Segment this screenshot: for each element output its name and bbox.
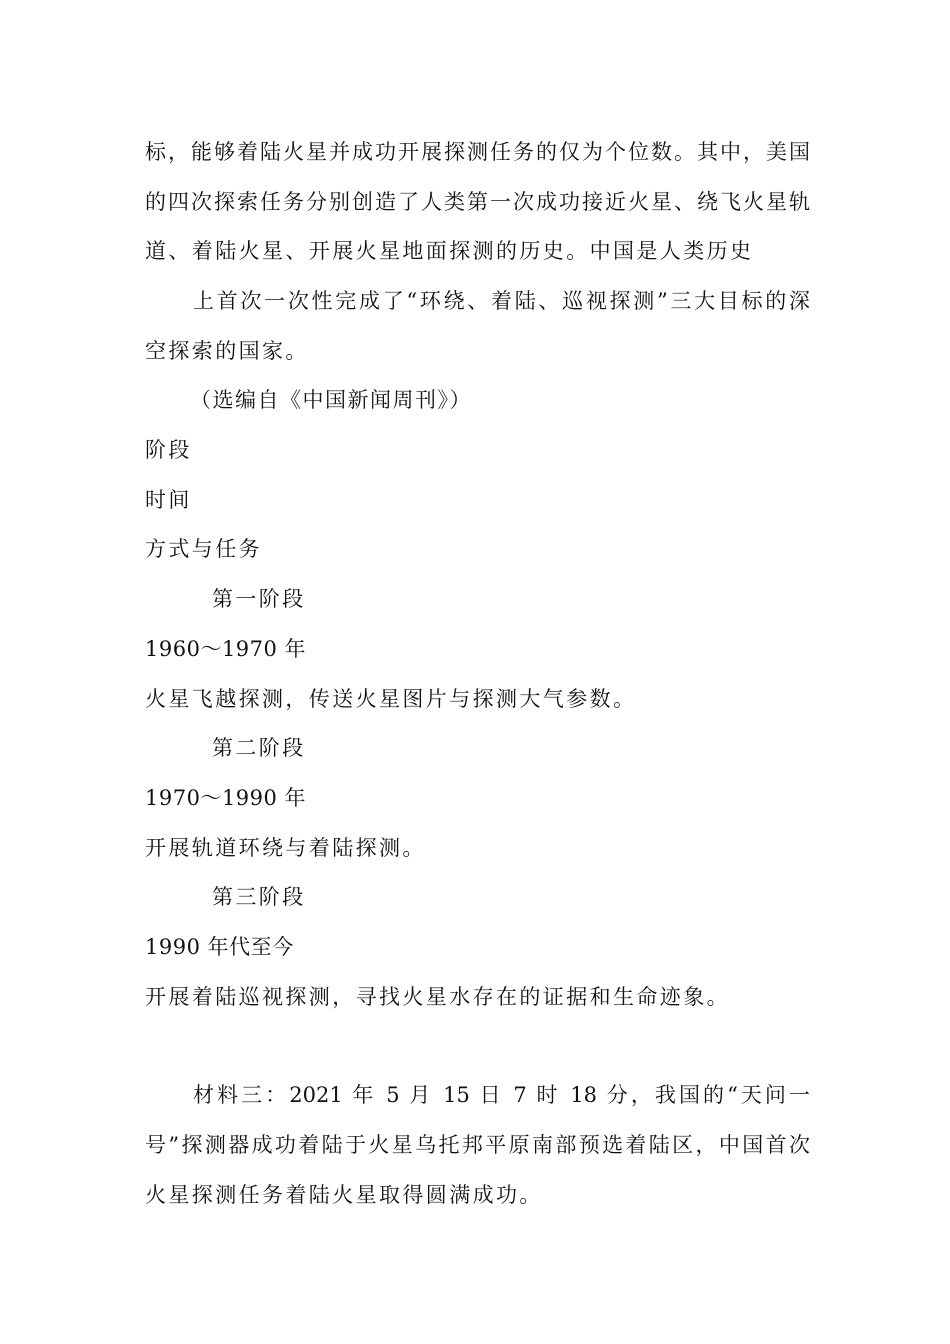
text-line: 上首次一次性完成了“环绕、着陆、巡视探测”三大目标的深 — [193, 289, 810, 313]
table-cell-stage: 第二阶段 — [212, 736, 306, 760]
text-line: 号”探测器成功着陆于火星乌托邦平原南部预选着陆区，中国首次 — [145, 1133, 810, 1157]
table-cell-task: 火星飞越探测，传送火星图片与探测大气参数。 — [145, 687, 637, 711]
text-line: 道、着陆火星、开展火星地面探测的历史。中国是人类历史 — [145, 239, 754, 263]
table-cell-task: 开展着陆巡视探测，寻找火星水存在的证据和生命迹象。 — [145, 985, 730, 1009]
text-line: 火星探测任务着陆火星取得圆满成功。 — [145, 1183, 543, 1207]
table-header-stage: 阶段 — [145, 438, 192, 462]
table-cell-task: 开展轨道环绕与着陆探测。 — [145, 836, 426, 860]
table-header-time: 时间 — [145, 488, 192, 512]
text-line: 标，能够着陆火星并成功开展探测任务的仅为个位数。其中，美国 — [145, 140, 810, 164]
source-citation: （选编自《中国新闻周刊》） — [190, 388, 472, 412]
text-line: 的四次探索任务分别创造了人类第一次成功接近火星、绕飞火星轨 — [145, 190, 810, 214]
text-line: 材料三：2021 年 5 月 15 日 7 时 18 分，我国的“天问一 — [193, 1083, 810, 1107]
table-header-task: 方式与任务 — [145, 537, 262, 561]
table-cell-stage: 第一阶段 — [212, 587, 306, 611]
table-cell-time: 1960～1970 年 — [145, 637, 307, 661]
table-cell-time: 1990 年代至今 — [145, 935, 294, 959]
table-cell-stage: 第三阶段 — [212, 885, 306, 909]
table-cell-time: 1970～1990 年 — [145, 786, 307, 810]
text-line: 空探索的国家。 — [145, 339, 309, 363]
